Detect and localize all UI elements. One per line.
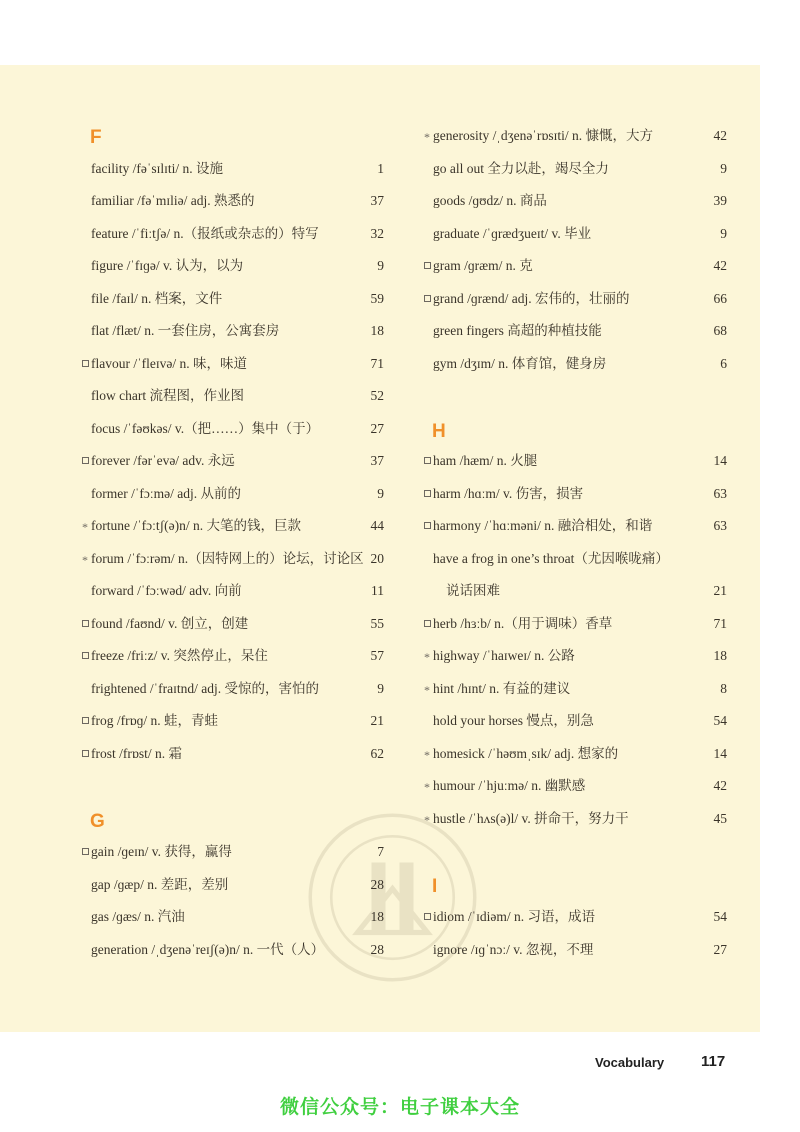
star-marker-icon <box>422 643 432 670</box>
star-marker-icon <box>422 741 432 768</box>
vocab-entry <box>80 383 384 409</box>
entry-term: fortune /ˈfɔːtʃ(ə)n/ n. 大笔的钱，巨款 <box>91 518 301 533</box>
entry-page: 37 <box>370 453 384 468</box>
entry-term: forum /ˈfɔːrəm/ n.（因特网上的）论坛，讨论区 <box>91 551 364 566</box>
section-letter-i: I <box>432 876 438 897</box>
entry-page: 63 <box>713 486 727 501</box>
star-marker-icon <box>422 773 432 800</box>
entry-term: generosity /ˌdʒenəˈrɒsɪti/ n. 慷慨，大方 <box>433 128 654 143</box>
entry-term: file /faɪl/ n. 档案，文件 <box>91 291 223 306</box>
vocab-entry <box>80 872 384 898</box>
vocab-entry <box>422 448 727 474</box>
entry-term: flat /flæt/ n. 一套住房，公寓套房 <box>91 323 280 338</box>
entry-term: hustle /ˈhʌs(ə)l/ v. 拼命干，努力干 <box>433 811 629 826</box>
entry-page: 14 <box>713 453 727 468</box>
entry-term: ham /hæm/ n. 火腿 <box>433 453 538 468</box>
vocab-entry <box>422 221 727 247</box>
section-letter-f: F <box>90 127 102 148</box>
vocab-entry <box>80 676 384 702</box>
entry-term: goods /ɡʊdz/ n. 商品 <box>433 193 547 208</box>
star-marker-icon <box>422 676 432 703</box>
square-marker-icon <box>422 286 432 312</box>
entry-page: 59 <box>370 291 384 306</box>
entry-term: generation /ˌdʒenəˈreɪʃ(ə)n/ n. 一代（人） <box>91 942 325 957</box>
entry-term: gas /ɡæs/ n. 汽油 <box>91 909 185 924</box>
entry-page: 9 <box>720 226 727 241</box>
vocabulary-panel <box>0 65 760 1032</box>
entry-term: 说话困难 <box>446 583 500 598</box>
entry-page: 37 <box>370 193 384 208</box>
entry-term: frog /frɒɡ/ n. 蛙，青蛙 <box>91 713 219 728</box>
entry-page: 52 <box>370 388 384 403</box>
footer-label: Vocabulary <box>595 1055 665 1070</box>
entry-page: 9 <box>720 161 727 176</box>
entry-term: found /faʊnd/ v. 创立，创建 <box>91 616 249 631</box>
entry-term: figure /ˈfɪɡə/ v. 认为，以为 <box>91 258 244 273</box>
entry-page: 39 <box>713 193 727 208</box>
entry-page: 71 <box>370 356 384 371</box>
entry-page: 1 <box>377 161 384 176</box>
vocab-entry <box>422 708 727 734</box>
entry-page: 32 <box>370 226 384 241</box>
vocab-entry <box>422 481 727 507</box>
entry-term: hold your horses 慢点，别急 <box>433 713 594 728</box>
entry-term: forward /ˈfɔːwəd/ adv. 向前 <box>91 583 242 598</box>
entry-term: harm /hɑːm/ v. 伤害，损害 <box>433 486 584 501</box>
entry-term: hint /hɪnt/ n. 有益的建议 <box>433 681 571 696</box>
vocab-entry <box>422 318 727 344</box>
entry-page: 20 <box>370 551 384 566</box>
square-marker-icon <box>80 741 90 767</box>
entry-page: 18 <box>370 909 384 924</box>
entry-term: flow chart 流程图，作业图 <box>91 388 244 403</box>
entry-term: former /ˈfɔːmə/ adj. 从前的 <box>91 486 241 501</box>
entry-term: focus /ˈfəʊkəs/ v.（把……）集中（于） <box>91 421 320 436</box>
entry-page: 71 <box>713 616 727 631</box>
entry-term: familiar /fəˈmɪliə/ adj. 熟悉的 <box>91 193 255 208</box>
entry-term: frightened /ˈfraɪtnd/ adj. 受惊的，害怕的 <box>91 681 319 696</box>
vocab-entry <box>80 286 384 312</box>
vocab-entry <box>80 156 384 182</box>
entry-term: harmony /ˈhɑːməni/ n. 融洽相处，和谐 <box>433 518 653 533</box>
square-marker-icon <box>80 708 90 734</box>
vocab-entry <box>80 578 384 604</box>
star-marker-icon <box>80 513 90 540</box>
watermark-text: 微信公众号：电子课本大全 <box>279 1096 520 1118</box>
vocab-entry <box>422 676 727 702</box>
star-marker-icon <box>422 806 432 833</box>
vocab-entry <box>422 643 727 669</box>
entry-page: 44 <box>370 518 384 533</box>
vocab-entry <box>422 253 727 279</box>
entry-term: humour /ˈhjuːmə/ n. 幽默感 <box>433 778 586 793</box>
square-marker-icon <box>422 481 432 507</box>
vocab-entry <box>422 123 727 149</box>
entry-page: 28 <box>370 942 384 957</box>
square-marker-icon <box>80 611 90 637</box>
section-letter-h: H <box>432 421 446 442</box>
entry-term: green fingers 高超的种植技能 <box>433 323 602 338</box>
entry-page: 55 <box>370 616 384 631</box>
entry-page: 42 <box>713 128 727 143</box>
square-marker-icon <box>80 351 90 377</box>
entry-term: freeze /friːz/ v. 突然停止，呆住 <box>91 648 268 663</box>
entry-term: gram /ɡræm/ n. 克 <box>433 258 533 273</box>
entry-page: 21 <box>370 713 384 728</box>
vocab-entry <box>80 546 384 572</box>
entry-term: forever /fərˈevə/ adv. 永远 <box>91 453 235 468</box>
vocab-entry-continuation <box>422 578 727 604</box>
section-letter-g: G <box>90 811 105 832</box>
vocab-entry <box>80 416 384 442</box>
vocab-entry <box>80 513 384 539</box>
entry-term: idiom /ˈɪdiəm/ n. 习语，成语 <box>433 909 595 924</box>
vocab-entry <box>80 904 384 930</box>
vocab-entry <box>422 546 727 572</box>
entry-term: frost /frɒst/ n. 霜 <box>91 746 183 761</box>
entry-term: graduate /ˈɡrædʒueɪt/ v. 毕业 <box>433 226 592 241</box>
vocab-entry <box>80 741 384 767</box>
entry-page: 45 <box>713 811 727 826</box>
entry-page: 7 <box>377 844 384 859</box>
vocab-entry <box>80 188 384 214</box>
entry-page: 63 <box>713 518 727 533</box>
vocab-entry <box>80 708 384 734</box>
entry-page: 57 <box>370 648 384 663</box>
entry-term: herb /hɜːb/ n.（用于调味）香草 <box>433 616 613 631</box>
entry-page: 62 <box>370 746 384 761</box>
vocab-entry <box>422 904 727 930</box>
entry-page: 18 <box>370 323 384 338</box>
entry-term: go all out 全力以赴，竭尽全力 <box>433 161 609 176</box>
entry-page: 14 <box>713 746 727 761</box>
entry-term: ignore /ɪɡˈnɔː/ v. 忽视，不理 <box>433 942 594 957</box>
vocab-entry <box>422 513 727 539</box>
star-marker-icon <box>422 123 432 150</box>
entry-page: 21 <box>713 583 727 598</box>
vocab-entry <box>80 351 384 377</box>
vocab-entry <box>80 221 384 247</box>
vocab-entry <box>422 286 727 312</box>
entry-page: 18 <box>713 648 727 663</box>
vocab-entry <box>422 937 727 963</box>
entry-term: facility /fəˈsɪlɪti/ n. 设施 <box>91 161 223 176</box>
entry-term: highway /ˈhaɪweɪ/ n. 公路 <box>433 648 575 663</box>
entry-page: 11 <box>371 583 384 598</box>
square-marker-icon <box>80 839 90 865</box>
entry-term: feature /ˈfiːtʃə/ n.（报纸或杂志的）特写 <box>91 226 319 241</box>
square-marker-icon <box>422 611 432 637</box>
vocab-entry <box>80 448 384 474</box>
vocab-entry <box>422 773 727 799</box>
entry-term: gain /ɡeɪn/ v. 获得，赢得 <box>91 844 232 859</box>
vocab-entry <box>80 937 384 963</box>
entry-term: homesick /ˈhəʊmˌsɪk/ adj. 想家的 <box>433 746 619 761</box>
square-marker-icon <box>422 904 432 930</box>
vocab-entry <box>422 351 727 377</box>
vocab-entry <box>422 741 727 767</box>
entry-page: 28 <box>370 877 384 892</box>
square-marker-icon <box>422 448 432 474</box>
entry-term: gym /dʒɪm/ n. 体育馆，健身房 <box>433 356 607 371</box>
entry-page: 27 <box>713 942 727 957</box>
vocab-entry <box>422 611 727 637</box>
star-marker-icon <box>80 546 90 573</box>
entry-page: 68 <box>713 323 727 338</box>
entry-term: flavour /ˈfleɪvə/ n. 味，味道 <box>91 356 247 371</box>
entry-page: 6 <box>720 356 727 371</box>
entry-page: 8 <box>720 681 727 696</box>
vocab-entry <box>80 643 384 669</box>
entry-page: 27 <box>370 421 384 436</box>
entry-term: gap /ɡæp/ n. 差距，差别 <box>91 877 229 892</box>
entry-term: grand /ɡrænd/ adj. 宏伟的，壮丽的 <box>433 291 630 306</box>
vocab-entry <box>80 611 384 637</box>
entry-term: have a frog in one’s throat（尤因喉咙痛） <box>433 551 669 566</box>
entry-page: 9 <box>377 486 384 501</box>
vocab-entry <box>422 806 727 832</box>
entry-page: 42 <box>713 778 727 793</box>
vocab-entry <box>422 156 727 182</box>
square-marker-icon <box>422 513 432 539</box>
entry-page: 54 <box>713 909 727 924</box>
vocab-entry <box>80 318 384 344</box>
entry-page: 42 <box>713 258 727 273</box>
entry-page: 9 <box>377 258 384 273</box>
entry-page: 66 <box>713 291 727 306</box>
vocab-entry <box>80 253 384 279</box>
vocab-entry <box>80 839 384 865</box>
page-number: 117 <box>701 1053 726 1070</box>
vocab-entry <box>80 481 384 507</box>
entry-page: 54 <box>713 713 727 728</box>
square-marker-icon <box>422 253 432 279</box>
entry-page: 9 <box>377 681 384 696</box>
vocab-entry <box>422 188 727 214</box>
square-marker-icon <box>80 643 90 669</box>
square-marker-icon <box>80 448 90 474</box>
